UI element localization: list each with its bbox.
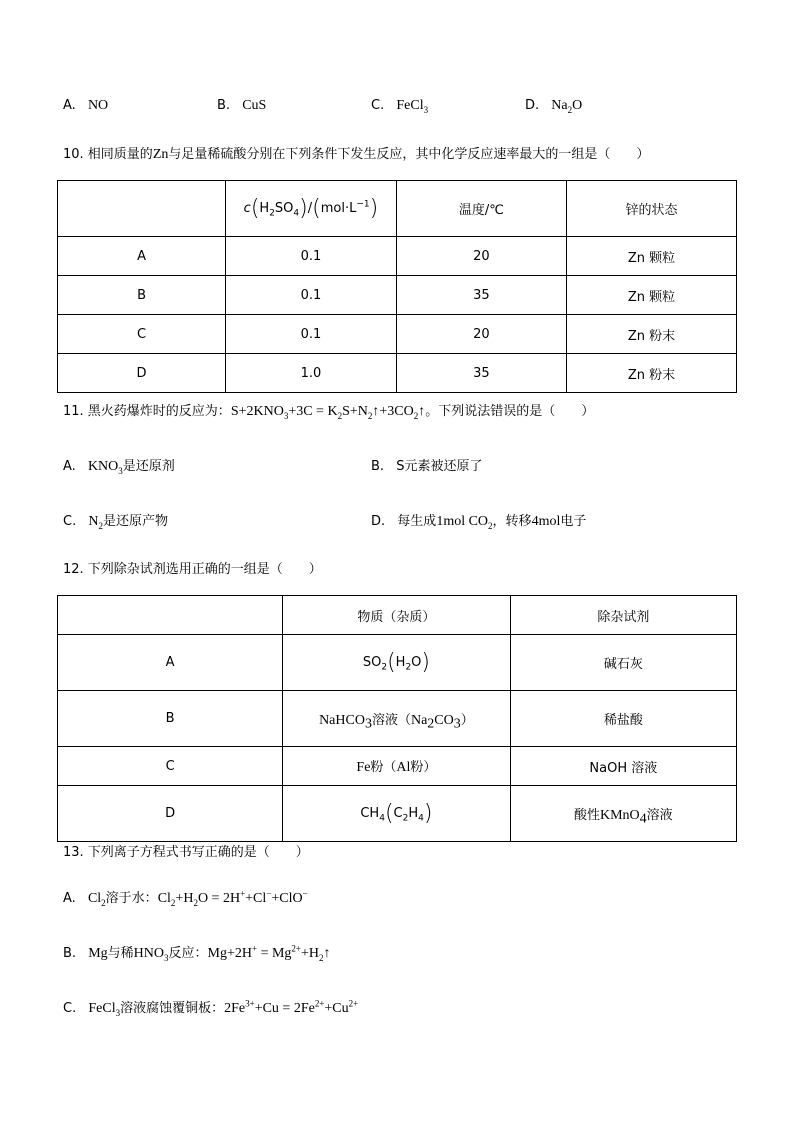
eq-part: O = 2H [197,891,241,906]
option-text: 是还原剂 [122,459,175,474]
eq-part: S+N [342,404,368,419]
reaction-equation [231,404,425,419]
option-formula [436,514,492,529]
formula-sub: 4 [379,813,385,824]
formula-main: H [395,655,406,670]
cell-text: 粉） [410,760,437,775]
row-reagent: 稀盐酸 [510,691,736,747]
option-text: S元素被还原了 [396,459,483,474]
formula-main: Na [551,98,568,113]
row-substance [283,747,510,786]
table-row [58,315,737,354]
reagent-text: 溶液 [631,760,658,776]
eq-sup: 2+ [348,998,359,1009]
formula-sub: 3 [364,716,372,732]
q13-option-c [63,998,359,1018]
row-state: Zn 颗粒 [566,237,736,276]
formula-main: FeCl [396,98,424,113]
header-temperature: 温度/℃ [396,181,566,237]
reagent-text: 溶液 [646,807,673,823]
formula-sub: 4 [639,811,647,827]
option-formula [134,946,169,961]
stem-post: 与足量稀硫酸分别在下列条件下发生反应，其中化学反应速率最大的一组是（ ） [168,147,650,162]
q13-option-b [63,943,331,963]
conc-h-sub: 2 [269,208,275,219]
option-value: NO [87,98,109,113]
row-conc: 0.1 [226,276,397,315]
option-text: ，转移 [492,514,532,529]
row-reagent [510,786,736,842]
eq-part: 2Fe [224,1001,246,1016]
formula-main: C [393,806,403,821]
ionic-equation [224,998,359,1016]
conc-h: H [259,201,270,216]
formula-main: NaHCO [319,712,365,728]
q13-option-a [63,888,308,908]
ionic-equation [157,888,308,908]
option-value [396,98,428,113]
q10-stem [63,147,649,163]
option-label: C. [63,514,77,529]
row-conc: 0.1 [226,237,397,276]
formula-sub: 2 [98,520,103,531]
cell-text: 溶液（ [371,712,411,728]
row-conc: 1.0 [226,354,397,393]
formula-main: O [411,655,422,670]
row-label: C [58,315,226,354]
eq-part: +H [175,891,194,906]
option-value [551,98,582,113]
formula-sub: 3 [118,465,123,476]
header-substance: 物质（杂质） [283,596,510,635]
eq-sup: − [302,888,308,899]
option-label: B. [217,98,231,113]
eq-part: +Cu = 2Fe [254,1001,315,1016]
eq-sub: 3 [283,410,289,421]
option-label: D. [525,98,540,113]
row-state: Zn 颗粒 [566,276,736,315]
eq-part: +Cu [324,1001,349,1016]
row-reagent: 碱石灰 [510,635,736,691]
option-formula: Mg [88,946,108,961]
q10-table [57,180,737,393]
eq-part: ↑ [418,404,426,419]
formula-sub: 2 [488,520,493,531]
conc-slash: / [307,201,313,216]
table-row [58,747,737,786]
option-text: 反应： [168,946,208,961]
eq-part: +3C = K [288,404,338,419]
conc-unit-sup: −1 [356,199,370,210]
table-cell-empty [58,181,226,237]
formula-sub: 2 [402,813,409,824]
header-concentration: $c(H_2SO_4)/(mol\cdot L^{-1})$ [226,181,397,237]
eq-part: Mg+2H [207,946,252,961]
eq-sub: 2 [193,897,198,908]
option-label: A. [63,459,76,474]
option-text: 与稀 [107,946,134,961]
row-label: B [58,691,283,747]
conc-symbol: c [243,201,251,216]
table-row [58,635,737,691]
cell-text: 粉（ [370,760,397,775]
stem-pre: 10. 相同质量的 [63,147,153,162]
eq-sub: 2 [319,952,324,963]
formula-main: N [88,514,99,529]
conc-unit: mol·L [320,201,357,216]
formula-main: FeCl [88,1001,116,1016]
eq-part: S+2KNO [230,404,284,419]
q9-option-b [217,98,266,114]
formula-main: CH [360,806,380,821]
row-substance: $CH_4(C_2H_4)$ [283,786,510,842]
table-row [58,237,737,276]
option-text: 电子 [560,514,587,529]
formula-main: Cl [87,891,102,906]
option-text: 每生成 [397,514,437,529]
eq-sup: − [266,888,272,899]
table-row [58,691,737,747]
ionic-equation [207,943,331,963]
formula-sub: 3 [453,716,461,732]
row-reagent [510,747,736,786]
formula-main: HNO [133,946,165,961]
q11-option-a [63,459,175,475]
eq-sup: 3+ [245,998,255,1009]
formula-sub: 2 [101,897,106,908]
eq-sup: + [252,943,258,954]
reagent-text: 酸性 [573,807,600,823]
row-label: A [58,237,226,276]
option-label: A. [63,891,76,906]
table-row [58,354,737,393]
formula-sub: 2 [427,716,435,732]
eq-part: ↑ [323,946,331,961]
eq-part: = Mg [257,946,292,961]
option-label: B. [63,946,77,961]
row-substance [283,691,510,747]
option-label: C. [63,1001,77,1016]
option-formula [88,1001,120,1016]
option-formula [88,891,106,906]
option-label: C. [371,98,385,113]
formula-sub: 2 [405,662,412,673]
formula-sub: 4 [418,813,424,824]
eq-sup: + [240,888,246,899]
q11-option-b [371,459,482,475]
formula-sub: 2 [567,104,573,115]
row-temp: 35 [396,276,566,315]
formula-main: H [408,806,419,821]
table-row [58,276,737,315]
option-text: 溶于水： [105,891,158,906]
eq-sup: 2+ [314,998,325,1009]
row-substance: $SO_2(H_2O)$ [283,635,510,691]
eq-part: ↑+3CO [372,404,414,419]
eq-sub: 2 [367,410,373,421]
row-label: D [58,786,283,842]
option-value: CuS [242,98,267,113]
q11-option-c [63,514,168,530]
reagent-formula: KMnO [599,807,640,823]
eq-sub: 2 [170,897,176,908]
stem-pre: 11. 黑火药爆炸时的反应为： [63,404,231,419]
row-temp: 35 [396,354,566,393]
eq-part: +ClO [271,891,303,906]
eq-part: +H [301,946,320,961]
row-state: Zn 粉末 [566,354,736,393]
q11-option-d [371,514,586,530]
q13-stem: 13. 下列离子方程式书写正确的是（ ） [63,845,309,860]
option-text: 溶液腐蚀覆铜板： [120,1001,225,1016]
header-zinc-state: 锌的状态 [566,181,736,237]
formula-main: Al [396,760,411,775]
option-formula-amount: 4mol [531,514,561,529]
option-label: A. [63,98,76,113]
row-label: C [58,747,283,786]
formula-main: 1mol CO [436,514,489,529]
table-header-row [58,596,737,635]
formula-sub: 3 [164,952,169,963]
row-label: D [58,354,226,393]
q9-option-d [525,98,582,114]
table-row [58,786,737,842]
table-header-row [58,181,737,237]
eq-part: +Cl [245,891,267,906]
conc-so: SO [274,201,294,216]
table-cell-empty [58,596,283,635]
formula-sub: 3 [423,104,429,115]
option-label: D. [371,514,386,529]
stem-post: 。下列说法错误的是（ ） [425,404,595,419]
formula-main: Na [410,712,428,728]
q9-option-a [63,98,108,114]
conc-so-sub: 4 [293,208,300,219]
reagent-formula: NaOH [589,760,628,776]
formula-main: CO [434,712,454,728]
row-conc: 0.1 [226,315,397,354]
row-state: Zn 粉末 [566,315,736,354]
formula-main: SO [362,655,382,670]
eq-sub: 2 [337,410,343,421]
formula-main: KNO [87,459,119,474]
header-reagent: 除杂试剂 [510,596,736,635]
option-formula [88,459,123,474]
cell-text: ） [460,712,474,728]
formula-sub: 2 [381,662,388,673]
option-label: B. [371,459,385,474]
eq-sub: 2 [413,410,419,421]
formula-main: Fe [356,760,371,775]
row-label: B [58,276,226,315]
row-temp: 20 [396,315,566,354]
row-temp: 20 [396,237,566,276]
eq-part: Cl [157,891,171,906]
q12-stem: 12. 下列除杂试剂选用正确的一组是（ ） [63,562,322,577]
q9-option-c [371,98,428,114]
formula-tail: O [572,98,583,113]
row-label: A [58,635,283,691]
q11-stem [63,404,594,420]
option-formula [88,514,103,529]
option-text: 是还原产物 [102,514,168,529]
eq-sup: 2+ [291,943,301,954]
stem-zn: Zn [152,147,169,162]
formula-sub: 3 [115,1007,121,1018]
q12-table [57,595,737,842]
